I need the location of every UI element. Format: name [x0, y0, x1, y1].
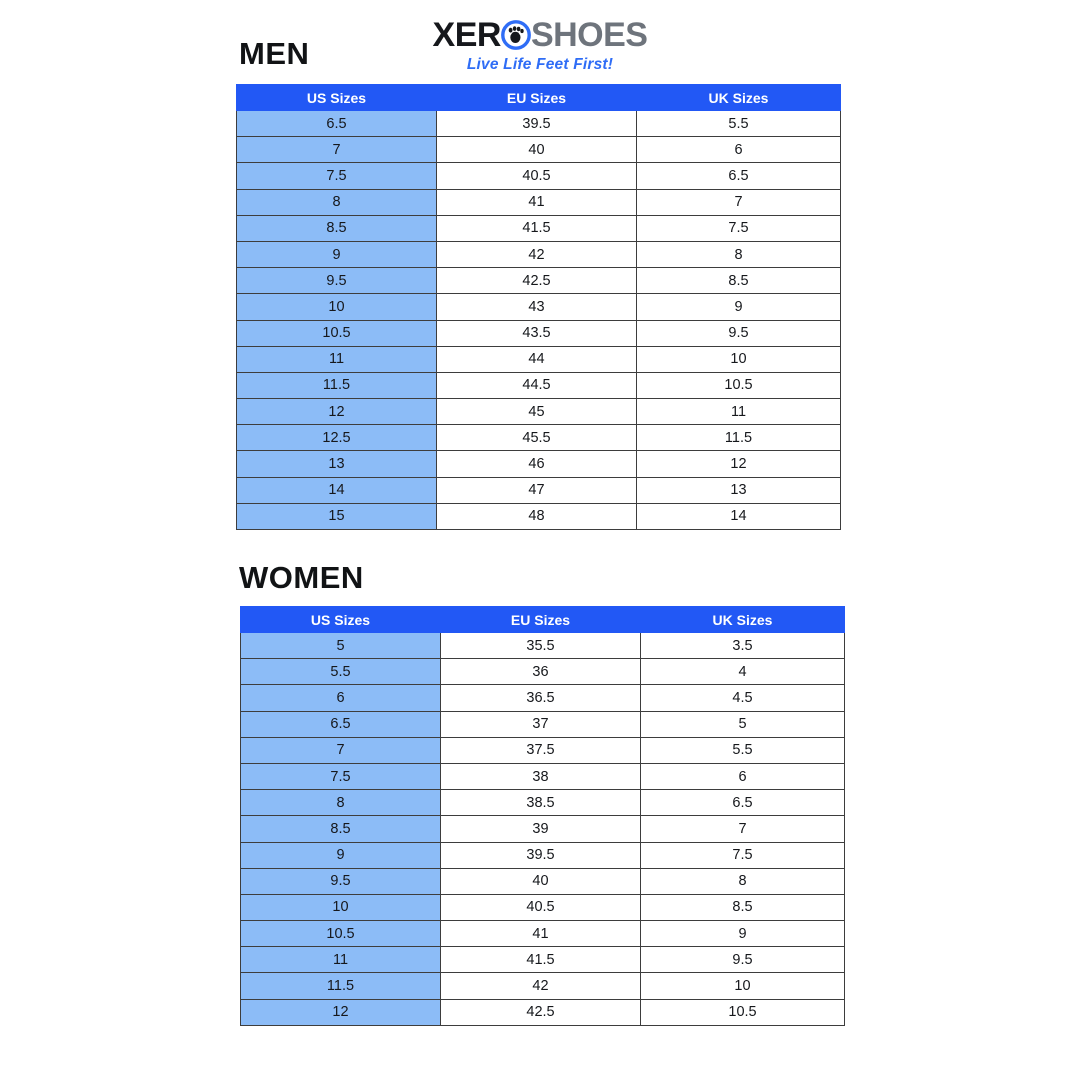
cell-eu: 38.5: [441, 790, 641, 816]
brand-logo: [0, 18, 1080, 74]
table-row: [237, 268, 841, 294]
cell-us: 5: [241, 633, 441, 659]
table-row: [241, 999, 845, 1025]
column-header-eu: EU Sizes: [441, 607, 641, 633]
cell-eu: 46: [437, 451, 637, 477]
table-row: [241, 947, 845, 973]
table-row: [237, 503, 841, 529]
cell-us: 6.5: [241, 711, 441, 737]
cell-eu: 45: [437, 399, 637, 425]
table-row: [241, 868, 845, 894]
cell-us: 9.5: [241, 868, 441, 894]
cell-uk: 9: [637, 294, 841, 320]
cell-eu: 41: [441, 921, 641, 947]
cell-uk: 6: [641, 763, 845, 789]
cell-eu: 44.5: [437, 372, 637, 398]
cell-us: 11.5: [241, 973, 441, 999]
cell-us: 12.5: [237, 425, 437, 451]
cell-us: 15: [237, 503, 437, 529]
cell-uk: 13: [637, 477, 841, 503]
table-row: [241, 659, 845, 685]
table-row: [237, 163, 841, 189]
cell-eu: 40.5: [437, 163, 637, 189]
cell-us: 9: [241, 842, 441, 868]
table-row: [241, 685, 845, 711]
cell-us: 7.5: [241, 763, 441, 789]
cell-uk: 5: [641, 711, 845, 737]
cell-eu: 45.5: [437, 425, 637, 451]
cell-us: 11.5: [237, 372, 437, 398]
cell-uk: 8.5: [641, 894, 845, 920]
brand-name-xero: XER: [432, 16, 501, 54]
table-row: [241, 790, 845, 816]
cell-eu: 41.5: [437, 215, 637, 241]
size-table-women: [240, 606, 845, 1026]
table-row: [237, 451, 841, 477]
table-row: [237, 477, 841, 503]
cell-uk: 10.5: [641, 999, 845, 1025]
cell-uk: 7.5: [641, 842, 845, 868]
cell-eu: 43.5: [437, 320, 637, 346]
table-row: [241, 763, 845, 789]
cell-uk: 5.5: [637, 111, 841, 137]
cell-eu: 41: [437, 189, 637, 215]
table-row: [237, 425, 841, 451]
cell-us: 6: [241, 685, 441, 711]
cell-eu: 37.5: [441, 737, 641, 763]
cell-uk: 11.5: [637, 425, 841, 451]
cell-eu: 38: [441, 763, 641, 789]
cell-eu: 39: [441, 816, 641, 842]
table-row: [237, 137, 841, 163]
cell-eu: 40: [441, 868, 641, 894]
cell-uk: 10.5: [637, 372, 841, 398]
cell-uk: 10: [641, 973, 845, 999]
cell-uk: 11: [637, 399, 841, 425]
cell-us: 8: [241, 790, 441, 816]
cell-uk: 5.5: [641, 737, 845, 763]
cell-uk: 6.5: [641, 790, 845, 816]
cell-uk: 8: [641, 868, 845, 894]
table-row: [237, 346, 841, 372]
section-title-women: WOMEN: [239, 560, 364, 595]
cell-us: 9: [237, 241, 437, 267]
cell-us: 11: [237, 346, 437, 372]
cell-us: 13: [237, 451, 437, 477]
table-row: [241, 894, 845, 920]
table-row: [237, 189, 841, 215]
cell-eu: 42: [441, 973, 641, 999]
table-row: [237, 111, 841, 137]
cell-eu: 42: [437, 241, 637, 267]
cell-eu: 36: [441, 659, 641, 685]
table-row: [241, 842, 845, 868]
table-row: [241, 921, 845, 947]
cell-eu: 41.5: [441, 947, 641, 973]
cell-us: 5.5: [241, 659, 441, 685]
cell-uk: 14: [637, 503, 841, 529]
cell-eu: 42.5: [441, 999, 641, 1025]
table-row: [241, 737, 845, 763]
cell-eu: 36.5: [441, 685, 641, 711]
footprint-icon: [501, 20, 531, 50]
cell-us: 8.5: [241, 816, 441, 842]
table-row: [237, 399, 841, 425]
cell-us: 10.5: [237, 320, 437, 346]
cell-uk: 10: [637, 346, 841, 372]
cell-uk: 6.5: [637, 163, 841, 189]
cell-eu: 44: [437, 346, 637, 372]
cell-us: 9.5: [237, 268, 437, 294]
cell-uk: 12: [637, 451, 841, 477]
cell-eu: 39.5: [441, 842, 641, 868]
table-row: [237, 372, 841, 398]
cell-uk: 9.5: [641, 947, 845, 973]
cell-uk: 7.5: [637, 215, 841, 241]
cell-uk: 4.5: [641, 685, 845, 711]
cell-us: 7: [237, 137, 437, 163]
table-row: [241, 633, 845, 659]
cell-eu: 37: [441, 711, 641, 737]
brand-wordmark: [433, 18, 648, 52]
cell-us: 8.5: [237, 215, 437, 241]
cell-uk: 3.5: [641, 633, 845, 659]
cell-eu: 35.5: [441, 633, 641, 659]
cell-us: 7: [241, 737, 441, 763]
cell-uk: 6: [637, 137, 841, 163]
cell-eu: 40: [437, 137, 637, 163]
cell-eu: 43: [437, 294, 637, 320]
cell-uk: 7: [637, 189, 841, 215]
cell-eu: 48: [437, 503, 637, 529]
cell-uk: 8.5: [637, 268, 841, 294]
column-header-us: US Sizes: [237, 85, 437, 111]
cell-uk: 9.5: [637, 320, 841, 346]
cell-us: 10: [241, 894, 441, 920]
brand-name-shoes: SHOES: [530, 16, 648, 54]
cell-us: 11: [241, 947, 441, 973]
table-row: [241, 711, 845, 737]
cell-uk: 4: [641, 659, 845, 685]
section-title-men: MEN: [239, 36, 310, 71]
table-row: [237, 215, 841, 241]
cell-us: 12: [237, 399, 437, 425]
column-header-uk: UK Sizes: [641, 607, 845, 633]
table-row: [237, 241, 841, 267]
size-table-men: [236, 84, 841, 530]
cell-uk: 8: [637, 241, 841, 267]
table-header-row: [237, 85, 841, 111]
cell-eu: 42.5: [437, 268, 637, 294]
cell-us: 8: [237, 189, 437, 215]
cell-us: 7.5: [237, 163, 437, 189]
table-header-row: [241, 607, 845, 633]
cell-us: 6.5: [237, 111, 437, 137]
column-header-eu: EU Sizes: [437, 85, 637, 111]
cell-us: 12: [241, 999, 441, 1025]
table-row: [237, 320, 841, 346]
cell-eu: 47: [437, 477, 637, 503]
cell-us: 10.5: [241, 921, 441, 947]
column-header-us: US Sizes: [241, 607, 441, 633]
table-row: [237, 294, 841, 320]
cell-uk: 7: [641, 816, 845, 842]
brand-tagline: Live Life Feet First!: [466, 56, 614, 73]
cell-us: 10: [237, 294, 437, 320]
column-header-uk: UK Sizes: [637, 85, 841, 111]
cell-eu: 40.5: [441, 894, 641, 920]
cell-us: 14: [237, 477, 437, 503]
table-row: [241, 973, 845, 999]
cell-uk: 9: [641, 921, 845, 947]
cell-eu: 39.5: [437, 111, 637, 137]
table-row: [241, 816, 845, 842]
